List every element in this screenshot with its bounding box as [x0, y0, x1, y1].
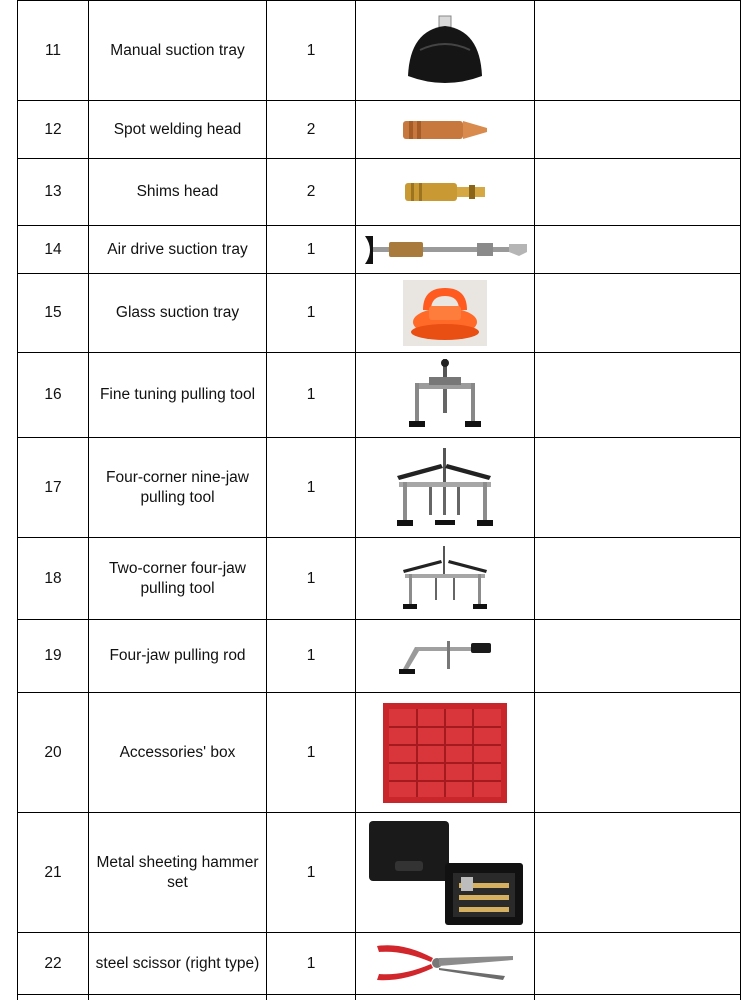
item-name: Accessories' box: [88, 692, 267, 813]
item-quantity: 1: [266, 0, 356, 101]
item-number: 19: [17, 619, 89, 693]
item-quantity: 2: [266, 158, 356, 226]
table-cell: [266, 994, 356, 1000]
item-quantity: 2: [266, 100, 356, 159]
item-quantity: 1: [266, 225, 356, 274]
item-image: [355, 158, 535, 226]
hammer-set-icon: [363, 817, 527, 929]
table-row: [0, 352, 750, 438]
item-number: 20: [17, 692, 89, 813]
item-name: Shims head: [88, 158, 267, 226]
item-image: [355, 692, 535, 813]
item-image: [355, 352, 535, 438]
item-name: Air drive suction tray: [88, 225, 267, 274]
suction-cup-icon: [400, 10, 490, 92]
table-cell: [17, 994, 89, 1000]
table-row: [0, 692, 750, 813]
item-quantity: 1: [266, 692, 356, 813]
item-note: [534, 352, 741, 438]
item-number: 11: [17, 0, 89, 101]
table-row: [0, 932, 750, 995]
table-row: [0, 273, 750, 353]
item-quantity: 1: [266, 273, 356, 353]
pulling-rod-icon: [395, 633, 495, 679]
table-row: [0, 994, 750, 1000]
table-row: [0, 537, 750, 620]
item-name: Two-corner four-jaw pulling tool: [88, 537, 267, 620]
item-name: Manual suction tray: [88, 0, 267, 101]
item-quantity: 1: [266, 812, 356, 933]
item-quantity: 1: [266, 437, 356, 538]
welding-tip-icon: [399, 113, 491, 147]
item-name: Four-jaw pulling rod: [88, 619, 267, 693]
item-note: [534, 158, 741, 226]
table-row: [0, 225, 750, 274]
item-number: 22: [17, 932, 89, 995]
item-note: [534, 619, 741, 693]
item-quantity: 1: [266, 537, 356, 620]
item-note: [534, 812, 741, 933]
item-number: 21: [17, 812, 89, 933]
scissor-icon: [373, 936, 517, 992]
item-image: [355, 932, 535, 995]
shims-head-icon: [399, 172, 491, 212]
item-image: [355, 812, 535, 933]
item-image: [355, 225, 535, 274]
item-number: 14: [17, 225, 89, 274]
item-quantity: 1: [266, 932, 356, 995]
item-name: Glass suction tray: [88, 273, 267, 353]
item-name: Metal sheeting hammer set: [88, 812, 267, 933]
item-note: [534, 537, 741, 620]
item-image: [355, 619, 535, 693]
item-note: [534, 273, 741, 353]
item-name: steel scissor (right type): [88, 932, 267, 995]
table-row: [0, 158, 750, 226]
item-image: [355, 273, 535, 353]
table-row: [0, 619, 750, 693]
item-name: Fine tuning pulling tool: [88, 352, 267, 438]
item-image: [355, 100, 535, 159]
item-number: 12: [17, 100, 89, 159]
item-number: 15: [17, 273, 89, 353]
item-number: 16: [17, 352, 89, 438]
item-name: Four-corner nine-jaw pulling tool: [88, 437, 267, 538]
item-quantity: 1: [266, 619, 356, 693]
table-cell: [355, 994, 535, 1000]
table-row: [0, 100, 750, 159]
accessories-box-icon: [381, 701, 509, 805]
item-note: [534, 0, 741, 101]
table-row: [0, 812, 750, 933]
table-row: [0, 0, 750, 101]
item-note: [534, 100, 741, 159]
nine-jaw-puller-icon: [385, 444, 505, 532]
item-note: [534, 692, 741, 813]
item-note: [534, 225, 741, 274]
fine-puller-icon: [405, 357, 485, 433]
item-name: Spot welding head: [88, 100, 267, 159]
item-note: [534, 932, 741, 995]
four-jaw-puller-icon: [395, 544, 495, 614]
item-image: [355, 537, 535, 620]
item-quantity: 1: [266, 352, 356, 438]
item-number: 17: [17, 437, 89, 538]
item-number: 18: [17, 537, 89, 620]
slide-hammer-icon: [359, 230, 531, 270]
item-image: [355, 437, 535, 538]
table-cell: [534, 994, 741, 1000]
table-row: [0, 437, 750, 538]
item-number: 13: [17, 158, 89, 226]
item-image: [355, 0, 535, 101]
glass-suction-icon: [403, 280, 487, 346]
item-note: [534, 437, 741, 538]
table-cell: [88, 994, 267, 1000]
